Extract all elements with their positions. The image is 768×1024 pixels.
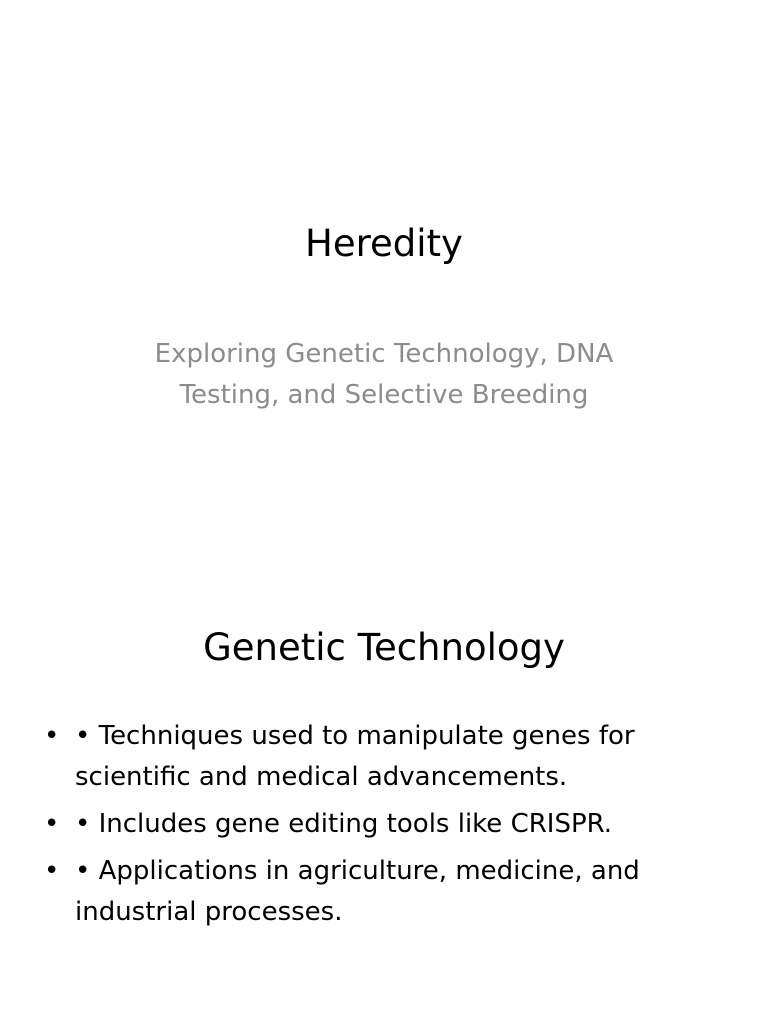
bullet-item	[44, 804, 704, 845]
slide-title: Heredity	[305, 222, 463, 265]
bullet-text: • Applications in agriculture, medicine, and industrial processes.	[75, 856, 640, 927]
bullet-dot-icon: •	[44, 809, 60, 839]
bullet-text: • Techniques used to manipulate genes for scientific and medical advancements.	[75, 721, 635, 792]
bullet-text: • Includes gene editing tools like CRISPR.	[75, 809, 613, 839]
slide-subtitle: Exploring Genetic Technology, DNA Testing, and Selective Breeding	[154, 339, 614, 410]
content-slide	[0, 512, 768, 1024]
bullet-item	[44, 716, 704, 798]
bullet-dot-icon: •	[44, 721, 60, 751]
bullet-list	[44, 716, 704, 939]
slide-title: Genetic Technology	[203, 626, 565, 669]
bullet-dot-icon: •	[44, 856, 60, 886]
bullet-item	[44, 851, 704, 933]
